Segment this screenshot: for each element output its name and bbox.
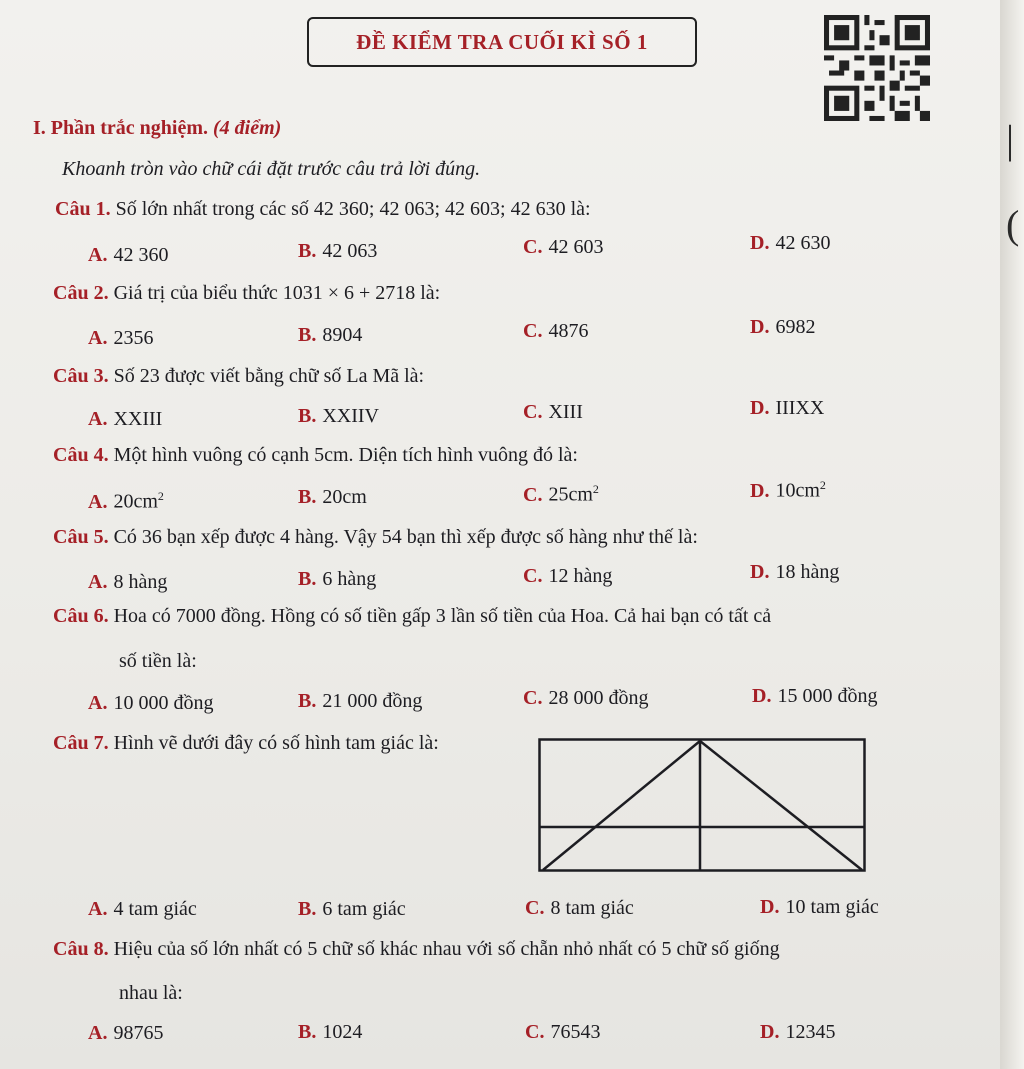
option-d[interactable]: D. 12345 — [760, 1021, 836, 1043]
option-c[interactable]: C. 76543 — [525, 1021, 601, 1043]
figure-right-diagonal — [700, 741, 862, 870]
figure-left-diagonal — [543, 741, 700, 870]
option-b[interactable]: B. 20cm — [298, 486, 367, 508]
option-a[interactable]: A. XXIII — [88, 408, 163, 430]
option-b[interactable]: B. 1024 — [298, 1021, 363, 1043]
option-b[interactable]: B. 8904 — [298, 324, 363, 346]
option-b[interactable]: B. 42 063 — [298, 240, 378, 262]
section-label: I. Phần trắc nghiệm. — [33, 117, 208, 139]
instruction: Khoanh tròn vào chữ cái đặt trước câu trả lời đúng. — [62, 158, 481, 180]
option-b[interactable]: B. 21 000 đồng — [298, 690, 423, 712]
option-c[interactable]: C. 12 hàng — [523, 565, 613, 587]
option-a[interactable]: A. $20cm^2$ — [88, 489, 164, 513]
triangle-figure — [538, 738, 866, 872]
section-points: (4 điểm) — [213, 117, 282, 139]
option-d[interactable]: D. $10cm^2$ — [750, 478, 826, 502]
edge-mark: | — [1006, 117, 1015, 162]
question-text: Số 23 được viết bằng chữ số La Mã là: — [113, 365, 425, 387]
option-a[interactable]: A. 4 tam giác — [88, 898, 197, 920]
question-number: Câu 1. — [55, 198, 111, 220]
exam-title: ĐỀ KIỂM TRA CUỐI KÌ SỐ 1 — [307, 17, 697, 67]
option-a[interactable]: A. 10 000 đồng — [88, 692, 214, 714]
question-text: Số lớn nhất trong các số 42 360; 42 063; 42 603; 42 630 là: — [115, 198, 591, 220]
option-d[interactable]: D. 42 630 — [750, 232, 831, 254]
option-b[interactable]: B. XXIIV — [298, 405, 379, 427]
question-number: Câu 7. — [53, 732, 109, 754]
option-d[interactable]: D. 15 000 đồng — [752, 685, 878, 707]
question-text: Hình vẽ dưới đây có số hình tam giác là: — [113, 732, 439, 754]
question-text: Một hình vuông có cạnh 5cm. Diện tích hình vuông đó là: — [113, 444, 578, 466]
option-d[interactable]: D. 18 hàng — [750, 561, 840, 583]
question-number: Câu 4. — [53, 444, 109, 466]
question-text-continued: nhau là: — [119, 982, 183, 1004]
question-number: Câu 3. — [53, 365, 109, 387]
question-text: Hoa có 7000 đồng. Hồng có số tiền gấp 3 lần số tiền của Hoa. Cả hai bạn có tất cả — [113, 605, 772, 627]
option-c[interactable]: C. $25cm^2$ — [523, 482, 599, 506]
figure-border — [540, 740, 865, 871]
question-number: Câu 6. — [53, 605, 109, 627]
question-number: Câu 5. — [53, 526, 109, 548]
question-number: Câu 8. — [53, 938, 109, 960]
option-d[interactable]: D. 10 tam giác — [760, 896, 879, 918]
option-a[interactable]: A. 98765 — [88, 1022, 164, 1044]
option-c[interactable]: C. 28 000 đồng — [523, 687, 649, 709]
option-b[interactable]: B. 6 tam giác — [298, 898, 406, 920]
question-text-continued: số tiền là: — [119, 650, 197, 672]
option-c[interactable]: C. XIII — [523, 401, 583, 423]
option-a[interactable]: A. 8 hàng — [88, 571, 168, 593]
question-text: Có 36 bạn xếp được 4 hàng. Vậy 54 bạn thì xếp được số hàng như thế là: — [113, 526, 698, 548]
option-a[interactable]: A. 42 360 — [88, 244, 169, 266]
option-c[interactable]: C. 42 603 — [523, 236, 604, 258]
option-b[interactable]: B. 6 hàng — [298, 568, 377, 590]
option-d[interactable]: D. IIIXX — [750, 397, 825, 419]
option-c[interactable]: C. 4876 — [523, 320, 589, 342]
question-number: Câu 2. — [53, 282, 109, 304]
option-d[interactable]: D. 6982 — [750, 316, 816, 338]
option-a[interactable]: A. 2356 — [88, 327, 154, 349]
option-c[interactable]: C. 8 tam giác — [525, 897, 634, 919]
question-text: Giá trị của biểu thức 1031 × 6 + 2718 là: — [113, 282, 441, 304]
question-text: Hiệu của số lớn nhất có 5 chữ số khác nhau với số chẵn nhỏ nhất có 5 chữ số giống — [113, 938, 780, 960]
qr-code-icon — [824, 15, 930, 121]
edge-mark: ( — [1006, 202, 1020, 247]
